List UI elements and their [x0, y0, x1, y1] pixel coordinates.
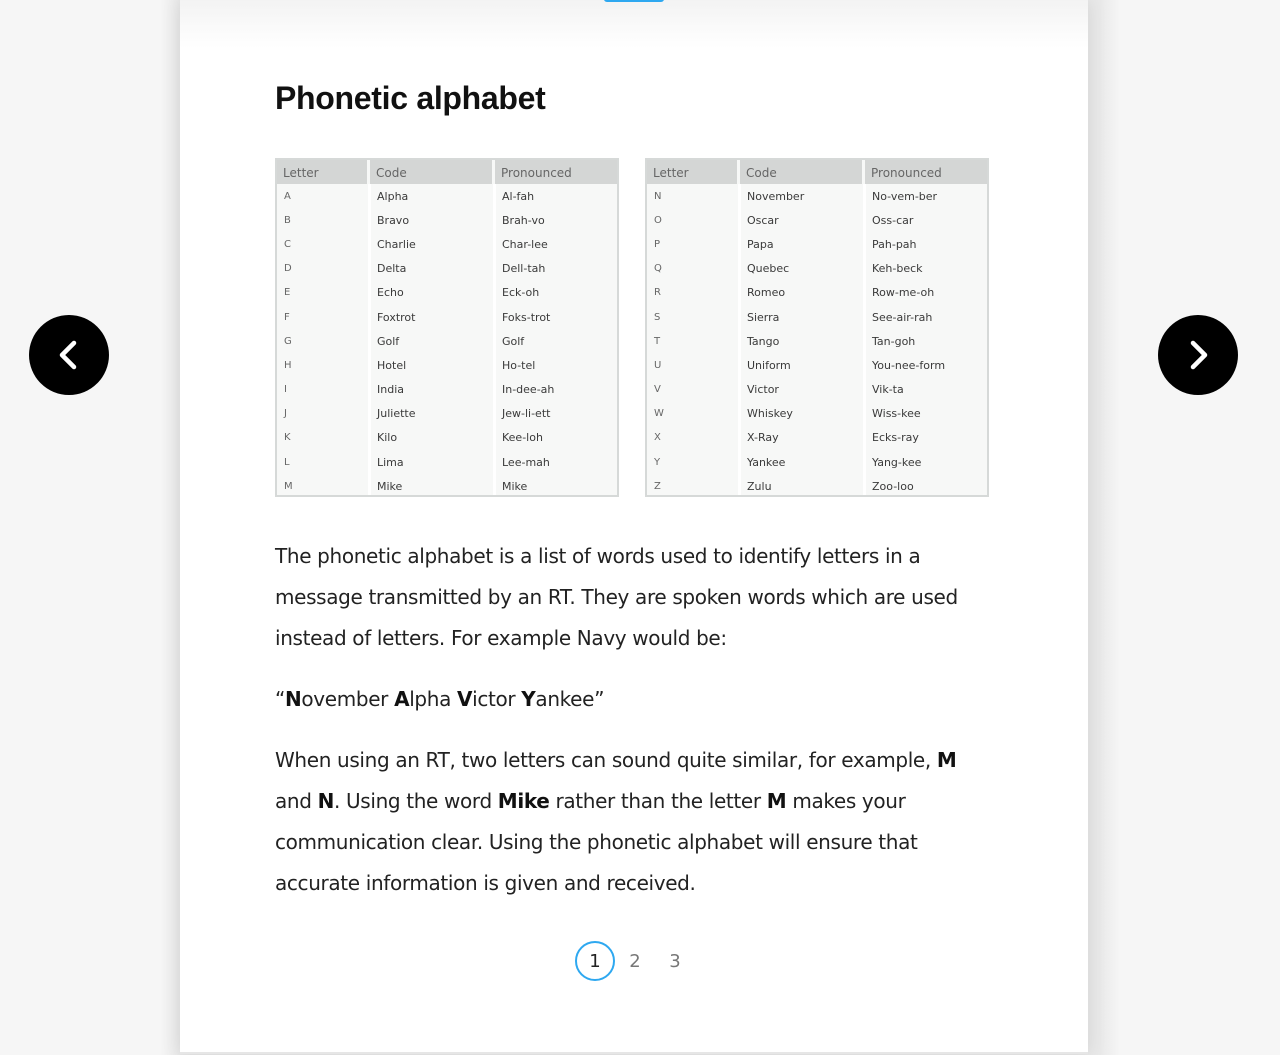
table-row — [647, 426, 987, 450]
table-row — [647, 281, 987, 305]
cell-letter: P — [654, 238, 661, 250]
navy-example-quote — [275, 679, 985, 720]
header-letter: Letter — [277, 160, 370, 184]
page-1-button[interactable]: 1 — [575, 941, 615, 981]
cell-letter: A — [284, 190, 291, 202]
table-row — [647, 329, 987, 353]
cell-code: Hotel — [377, 358, 407, 372]
page-3-button[interactable]: 3 — [669, 950, 681, 972]
cell-letter: Y — [654, 456, 661, 468]
cell-code: India — [377, 383, 404, 397]
cell-pronounced: Pah-pah — [872, 237, 917, 251]
cell-code: Quebec — [747, 262, 790, 276]
quote-text: “November Alpha Victor Yankee” — [275, 687, 605, 711]
table-row — [277, 378, 617, 402]
cell-code: Foxtrot — [377, 310, 416, 324]
previous-slide-button[interactable] — [29, 315, 109, 395]
cell-code: Echo — [377, 286, 404, 300]
cell-letter: H — [284, 359, 292, 371]
table-row — [647, 232, 987, 256]
cell-code: Tango — [747, 334, 780, 348]
cell-code: Delta — [377, 262, 407, 276]
cell-code: Whiskey — [747, 407, 793, 421]
cell-pronounced: Oss-car — [872, 213, 914, 227]
cell-pronounced: Wiss-kee — [872, 407, 921, 421]
cell-letter: K — [284, 432, 291, 444]
cell-pronounced: In-dee-ah — [502, 383, 555, 397]
table-row — [647, 353, 987, 377]
cell-code: Lima — [377, 455, 404, 469]
page-2-button[interactable]: 2 — [629, 950, 641, 972]
cell-pronounced: You-nee-form — [872, 358, 946, 372]
header-pronounced: Pronounced — [501, 166, 572, 180]
cell-letter: L — [284, 456, 290, 468]
table-row — [647, 450, 987, 474]
cell-code: Victor — [747, 383, 779, 397]
cell-pronounced: Tan-goh — [872, 334, 916, 348]
cell-pronounced: Brah-vo — [502, 213, 545, 227]
column-divider — [493, 184, 496, 495]
page-title: Phonetic alphabet — [275, 80, 546, 116]
cell-pronounced: Eck-oh — [502, 286, 540, 300]
table-row — [277, 184, 617, 208]
cell-letter: T — [654, 335, 661, 347]
cell-pronounced: Keh-beck — [872, 262, 923, 276]
table-row — [647, 305, 987, 329]
cell-code: Bravo — [377, 213, 410, 227]
header-pronounced: Pronounced — [871, 166, 942, 180]
cell-code: November — [747, 189, 805, 203]
table-row — [277, 402, 617, 426]
next-slide-button[interactable] — [1158, 315, 1238, 395]
cell-letter: B — [284, 214, 291, 226]
cell-code: Papa — [747, 237, 774, 251]
cell-letter: M — [284, 480, 293, 492]
content-card — [180, 0, 1088, 1054]
cell-letter: S — [654, 311, 661, 323]
cell-letter: O — [654, 214, 662, 226]
cell-pronounced: Lee-mah — [502, 455, 550, 469]
pagination — [575, 941, 695, 981]
cell-code: Oscar — [747, 213, 779, 227]
cell-pronounced: Char-lee — [502, 237, 548, 251]
cell-pronounced: Kee-loh — [502, 431, 543, 445]
phonetic-table-n-z — [645, 158, 989, 497]
cell-letter: Z — [654, 480, 661, 492]
cell-pronounced: Row-me-oh — [872, 286, 935, 300]
cell-letter: I — [284, 384, 287, 396]
header-letter: Letter — [647, 160, 740, 184]
chevron-right-icon — [1183, 338, 1213, 372]
cell-letter: J — [284, 408, 287, 420]
table-row — [647, 208, 987, 232]
table-row — [277, 450, 617, 474]
cell-pronounced: Yang-kee — [872, 455, 922, 469]
cell-pronounced: Vik-ta — [872, 383, 904, 397]
cell-pronounced: Mike — [502, 479, 528, 493]
cell-code: Juliette — [377, 407, 416, 421]
cell-letter: F — [284, 311, 290, 323]
cell-letter: E — [284, 287, 291, 299]
table-row — [277, 474, 617, 498]
table-row — [647, 257, 987, 281]
table-header — [277, 160, 617, 184]
cell-pronounced: Jew-li-ett — [502, 407, 551, 421]
cell-letter: X — [654, 432, 661, 444]
cell-code: Zulu — [747, 479, 772, 493]
cell-letter: D — [284, 263, 292, 275]
cell-code: Romeo — [747, 286, 786, 300]
cell-letter: U — [654, 359, 662, 371]
table-row — [277, 257, 617, 281]
cell-letter: R — [654, 287, 661, 299]
table-row — [277, 426, 617, 450]
cell-pronounced: Ho-tel — [502, 358, 536, 372]
table-header — [647, 160, 987, 184]
cell-pronounced: Foks-trot — [502, 310, 551, 324]
active-tab-indicator — [604, 0, 664, 2]
phonetic-table-a-m — [275, 158, 619, 497]
cell-pronounced: See-air-rah — [872, 310, 933, 324]
header-code: Code — [740, 160, 865, 184]
chevron-left-icon — [54, 338, 84, 372]
cell-pronounced: Dell-tah — [502, 262, 546, 276]
table-body-left — [277, 184, 617, 498]
column-divider — [738, 184, 741, 495]
cell-letter: V — [654, 384, 661, 396]
column-divider — [863, 184, 866, 495]
cell-code: X-Ray — [747, 431, 779, 445]
cell-pronounced: Ecks-ray — [872, 431, 919, 445]
cell-pronounced: Zoo-loo — [872, 479, 914, 493]
cell-pronounced: No-vem-ber — [872, 189, 938, 203]
cell-code: Kilo — [377, 431, 398, 445]
table-row — [277, 232, 617, 256]
cell-code: Sierra — [747, 310, 780, 324]
header-code: Code — [370, 160, 495, 184]
cell-letter: Q — [654, 263, 662, 275]
card-top-fade — [180, 0, 1088, 48]
cell-code: Charlie — [377, 237, 416, 251]
cell-code: Golf — [377, 334, 400, 348]
cell-pronounced: Golf — [502, 334, 525, 348]
table-row — [277, 208, 617, 232]
cell-code: Mike — [377, 479, 403, 493]
explanation-text: When using an RT, two letters can sound quite similar, for example, M and N. Using the word Mike rather than the letter M makes your communication clear. Using the phonetic alphabet will ensure that accurate information is given and received. — [275, 748, 957, 895]
table-row — [277, 353, 617, 377]
table-row — [647, 402, 987, 426]
cell-code: Uniform — [747, 358, 791, 372]
table-row — [647, 184, 987, 208]
cell-letter: C — [284, 238, 291, 250]
cell-letter: N — [654, 190, 662, 202]
intro-text: The phonetic alphabet is a list of words used to identify letters in a message transmitted by an RT. They are spoken words which are used instead of letters. For example Navy would be: — [275, 544, 958, 650]
explanation-paragraph — [275, 740, 985, 904]
column-divider — [368, 184, 371, 495]
cell-code: Alpha — [377, 189, 409, 203]
cell-pronounced: Al-fah — [502, 189, 535, 203]
cell-letter: G — [284, 335, 292, 347]
table-row — [277, 305, 617, 329]
cell-letter: W — [654, 408, 664, 420]
table-body-right — [647, 184, 987, 498]
table-row — [647, 378, 987, 402]
table-row — [277, 329, 617, 353]
table-row — [277, 281, 617, 305]
cell-code: Yankee — [747, 455, 786, 469]
intro-paragraph — [275, 536, 985, 659]
table-row — [647, 474, 987, 498]
